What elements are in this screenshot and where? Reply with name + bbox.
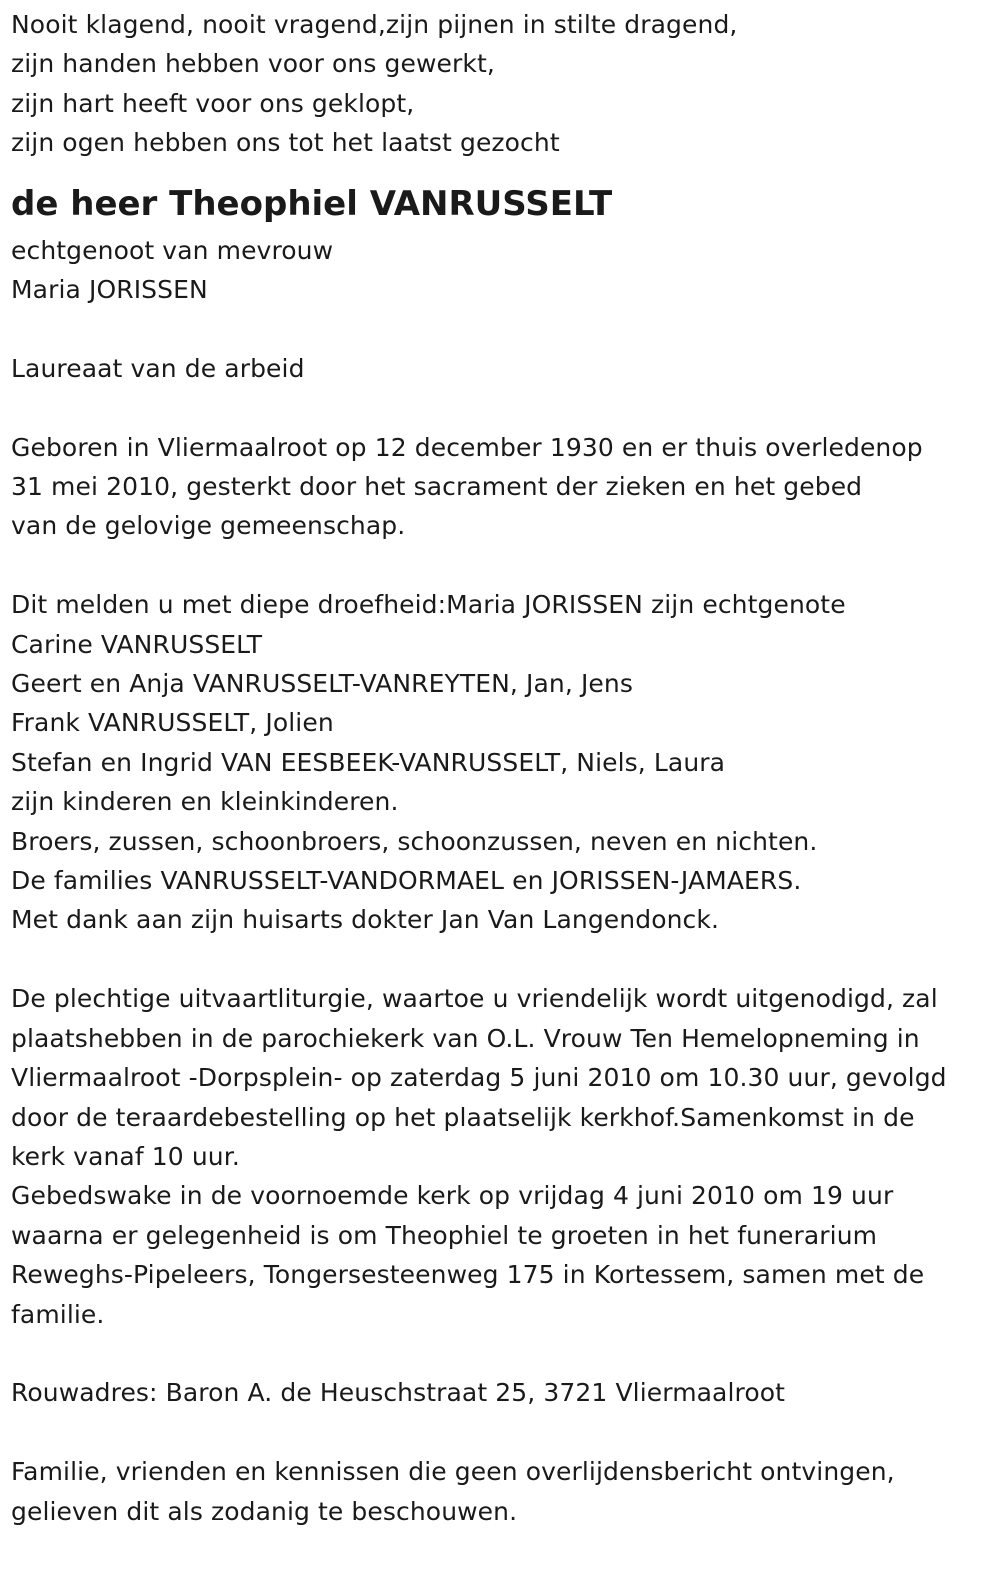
poem-line: zijn hart heeft voor ons geklopt, xyxy=(11,88,415,118)
birth-death-line: Geboren in Vliermaalroot op 12 december 1930 en er thuis overledenop xyxy=(11,432,923,462)
poem-block xyxy=(11,5,991,163)
honor-line: Laureaat van de arbeid xyxy=(11,353,305,383)
ceremony-line: Gebedswake in de voornoemde kerk op vrijdag 4 juni 2010 om 19 uur xyxy=(11,1181,894,1211)
birth-death-line: van de gelovige gemeenschap. xyxy=(11,511,406,541)
birth-death-line: 31 mei 2010, gesterkt door het sacrament der zieken en het gebed xyxy=(11,472,863,502)
family-line: Stefan en Ingrid VAN EESBEEK-VANRUSSELT, Niels, Laura xyxy=(11,747,726,777)
ceremony-line: Reweghs-Pipeleers, Tongersesteenweg 175 in Kortessem, samen met de xyxy=(11,1260,925,1290)
ceremony-block xyxy=(11,979,991,1334)
ceremony-line: door de teraardebestelling op het plaatselijk kerkhof.Samenkomst in de xyxy=(11,1102,915,1132)
spacer xyxy=(11,388,991,427)
closing-line: gelieven dit als zodanig te beschouwen. xyxy=(11,1496,518,1526)
spacer xyxy=(11,1334,991,1373)
family-line: Met dank aan zijn huisarts dokter Jan Van Langendonck. xyxy=(11,905,719,935)
spacer xyxy=(11,309,991,348)
poem-line: zijn handen hebben voor ons gewerkt, xyxy=(11,49,495,79)
spacer xyxy=(11,1413,991,1452)
deceased-name-heading: de heer Theophiel VANRUSSELT xyxy=(11,183,613,224)
ceremony-line: waarna er gelegenheid is om Theophiel te groeten in het funerarium xyxy=(11,1220,878,1250)
closing-block xyxy=(11,1452,991,1531)
birth-death-block xyxy=(11,428,991,546)
spouse-line: Maria JORISSEN xyxy=(11,275,208,305)
closing-line: Familie, vrienden en kennissen die geen overlijdensbericht ontvingen, xyxy=(11,1457,895,1487)
spouse-block xyxy=(11,231,991,310)
family-line: Frank VANRUSSELT, Jolien xyxy=(11,708,334,738)
ceremony-line: familie. xyxy=(11,1299,105,1329)
poem-line: zijn ogen hebben ons tot het laatst gezocht xyxy=(11,128,560,158)
family-line: Dit melden u met diepe droefheid:Maria JORISSEN zijn echtgenote xyxy=(11,590,846,620)
spacer xyxy=(11,940,991,979)
family-block xyxy=(11,585,991,940)
family-line: De families VANRUSSELT-VANDORMAEL en JORISSEN-JAMAERS. xyxy=(11,866,802,896)
poem-line: Nooit klagend, nooit vragend,zijn pijnen in stilte dragend, xyxy=(11,10,738,39)
ceremony-line: plaatshebben in de parochiekerk van O.L. Vrouw Ten Hemelopneming in xyxy=(11,1023,920,1053)
family-line: Geert en Anja VANRUSSELT-VANREYTEN, Jan, Jens xyxy=(11,669,633,699)
family-line: zijn kinderen en kleinkinderen. xyxy=(11,787,399,817)
mourning-address: Rouwadres: Baron A. de Heuschstraat 25, 3721 Vliermaalroot xyxy=(11,1378,786,1408)
ceremony-line: De plechtige uitvaartliturgie, waartoe u vriendelijk wordt uitgenodigd, zal xyxy=(11,984,938,1014)
obituary-document xyxy=(11,5,991,1531)
spacer xyxy=(11,546,991,585)
family-line: Carine VANRUSSELT xyxy=(11,629,263,659)
spouse-line: echtgenoot van mevrouw xyxy=(11,235,334,265)
ceremony-line: Vliermaalroot -Dorpsplein- op zaterdag 5 juni 2010 om 10.30 uur, gevolgd xyxy=(11,1063,947,1093)
ceremony-line: kerk vanaf 10 uur. xyxy=(11,1141,240,1171)
family-line: Broers, zussen, schoonbroers, schoonzussen, neven en nichten. xyxy=(11,826,818,856)
